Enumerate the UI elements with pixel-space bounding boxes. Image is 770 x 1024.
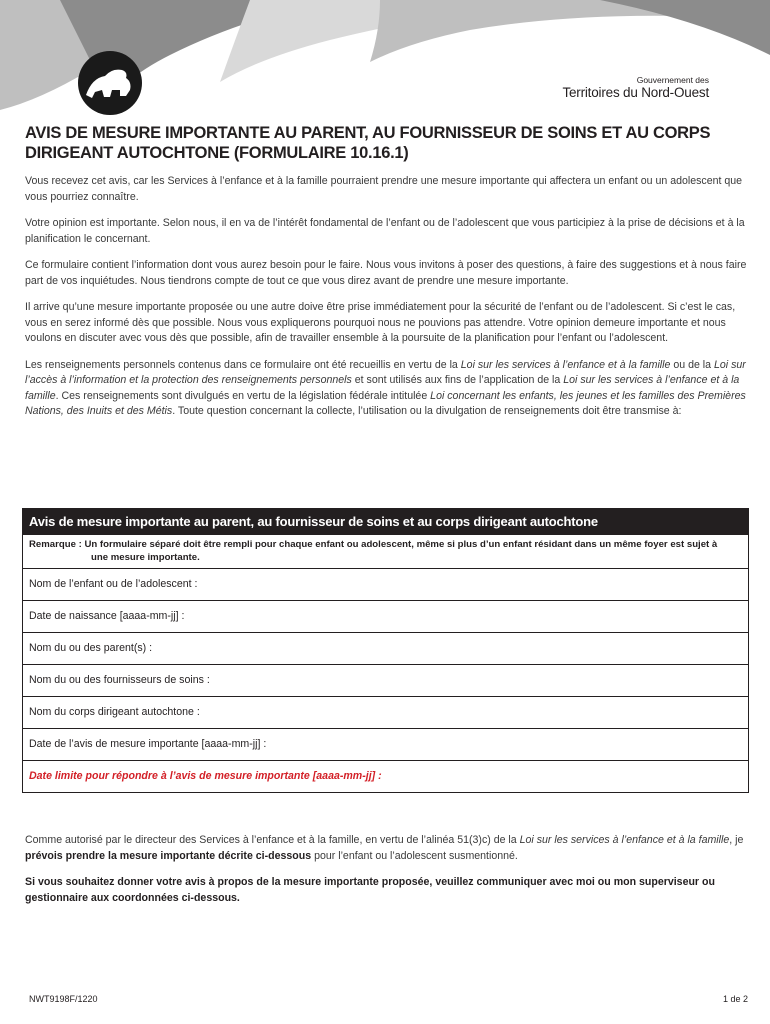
form-remark [23, 535, 748, 569]
governing-body-field[interactable]: Nom du corps dirigeant autochtone : [23, 697, 748, 729]
government-label: Gouvernement des [636, 75, 709, 85]
page-number: 1 de 2 [722, 994, 748, 1004]
privacy-text: . Toute question concernant la collecte, l’utilisation ou la divulgation de renseignements doit être transmise à: [172, 405, 682, 417]
privacy-text: Les renseignements personnels contenus dans ce formulaire ont été recueillis en vertu de la [25, 358, 461, 371]
privacy-text: ou de la [670, 358, 714, 371]
response-deadline-field[interactable]: Date limite pour répondre à l’avis de mesure importante [aaaa-mm-jj] : [29, 770, 382, 782]
privacy-text: . Ces renseignements sont divulgués en vertu de la législation fédérale intitulée [55, 389, 431, 402]
form-code: NWT9198F/1220 [29, 994, 98, 1004]
intro-paragraph: Vous recevez cet avis, car les Services à l’enfance et à la famille pourraient prendre une mesure importante qui affectera un enfant ou un adolescent que vous pourriez connaître. [25, 175, 743, 203]
authorization-text: Comme autorisé par le directeur des Services à l’enfance et à la famille, en vertu de l’alinéa 51(3)c) de la [25, 834, 520, 846]
authorization-paragraph [25, 833, 747, 864]
remark-line: Remarque : Un formulaire séparé doit être rempli pour chaque enfant ou adolescent, même si plus d’un enfant résidant dans un même foyer est sujet à [29, 539, 718, 550]
intro-section [25, 174, 747, 431]
child-name-field[interactable]: Nom de l’enfant ou de l’adolescent : [23, 569, 748, 601]
notice-form [22, 508, 749, 793]
intro-paragraph: Votre opinion est importante. Selon nous, il en va de l’intérêt fondamental de l’enfant ou de l’adolescent que vous participiez à la prise de décisions et à la planification le concernant. [25, 217, 745, 245]
law-title: Loi sur l’accès à l’information et la protection des renseignements personnels [25, 358, 746, 386]
law-title: Loi sur les services à l’enfance et à la famille [25, 374, 740, 402]
birth-date-field[interactable]: Date de naissance [aaaa-mm-jj] : [23, 601, 748, 633]
intro-paragraph: Il arrive qu’une mesure importante proposée ou une autre doive être prise immédiatement pour la sécurité de l’enfant ou de l’adolescent. Si c’est le cas, vous en serez informé dès que possible. Nous vous expliquerons pourquoi nous ne pouvions pas attendre. Votre opinion demeure importante et nous voulons en discuter avec vous dès que possible, afin de travailler ensemble à la poursuite de la planification pour l’enfant ou l’adolescent. [25, 301, 736, 344]
authorization-emphasis: prévois prendre la mesure importante décrite ci-dessous [25, 849, 312, 862]
law-title: Loi sur les services à l’enfance et à la famille [460, 358, 671, 371]
polar-bear-logo-icon [78, 51, 142, 115]
caregiver-name-field[interactable]: Nom du ou des fournisseurs de soins : [23, 665, 748, 697]
law-title: Loi concernant les enfants, les jeunes et les familles des Premières Nations, des Inuits et des Métis [25, 389, 746, 417]
authorization-text: pour l’enfant ou l’adolescent susmentionné. [311, 849, 518, 862]
authorization-section [25, 833, 747, 917]
contact-note: Si vous souhaitez donner votre avis à propos de la mesure importante proposée, veuillez communiquer avec moi ou mon superviseur ou gestionnaire aux coordonnées ci-dessous. [25, 876, 715, 904]
law-title: Loi sur les services à l’enfance et à la famille [519, 834, 730, 846]
remark-line: une mesure importante. [91, 552, 200, 563]
authorization-text: , je [729, 834, 744, 846]
privacy-text: et sont utilisés aux fins de l’application de la [351, 374, 564, 386]
notice-date-field[interactable]: Date de l’avis de mesure importante [aaaa-mm-jj] : [23, 729, 748, 761]
intro-paragraph: Ce formulaire contient l’information dont vous aurez besoin pour le faire. Nous vous invitons à poser des questions, à faire des suggestions et à nous faire part de vos inquiétudes. Nous tiendrons compte de tout ce que vous direz avant de prendre une mesure importante. [25, 259, 747, 287]
page-title: AVIS DE MESURE IMPORTANTE AU PARENT, AU FOURNISSEUR DE SOINS ET AU CORPS DIRIGEANT AUTOCHTONE (FORMULAIRE 10.16.1) [25, 124, 711, 162]
header-banner [0, 0, 770, 118]
territories-label: Territoires du Nord-Ouest [562, 85, 709, 100]
privacy-paragraph [25, 358, 747, 420]
parent-name-field[interactable]: Nom du ou des parent(s) : [23, 633, 748, 665]
form-header: Avis de mesure importante au parent, au fournisseur de soins et au corps dirigeant autochtone [23, 509, 748, 535]
